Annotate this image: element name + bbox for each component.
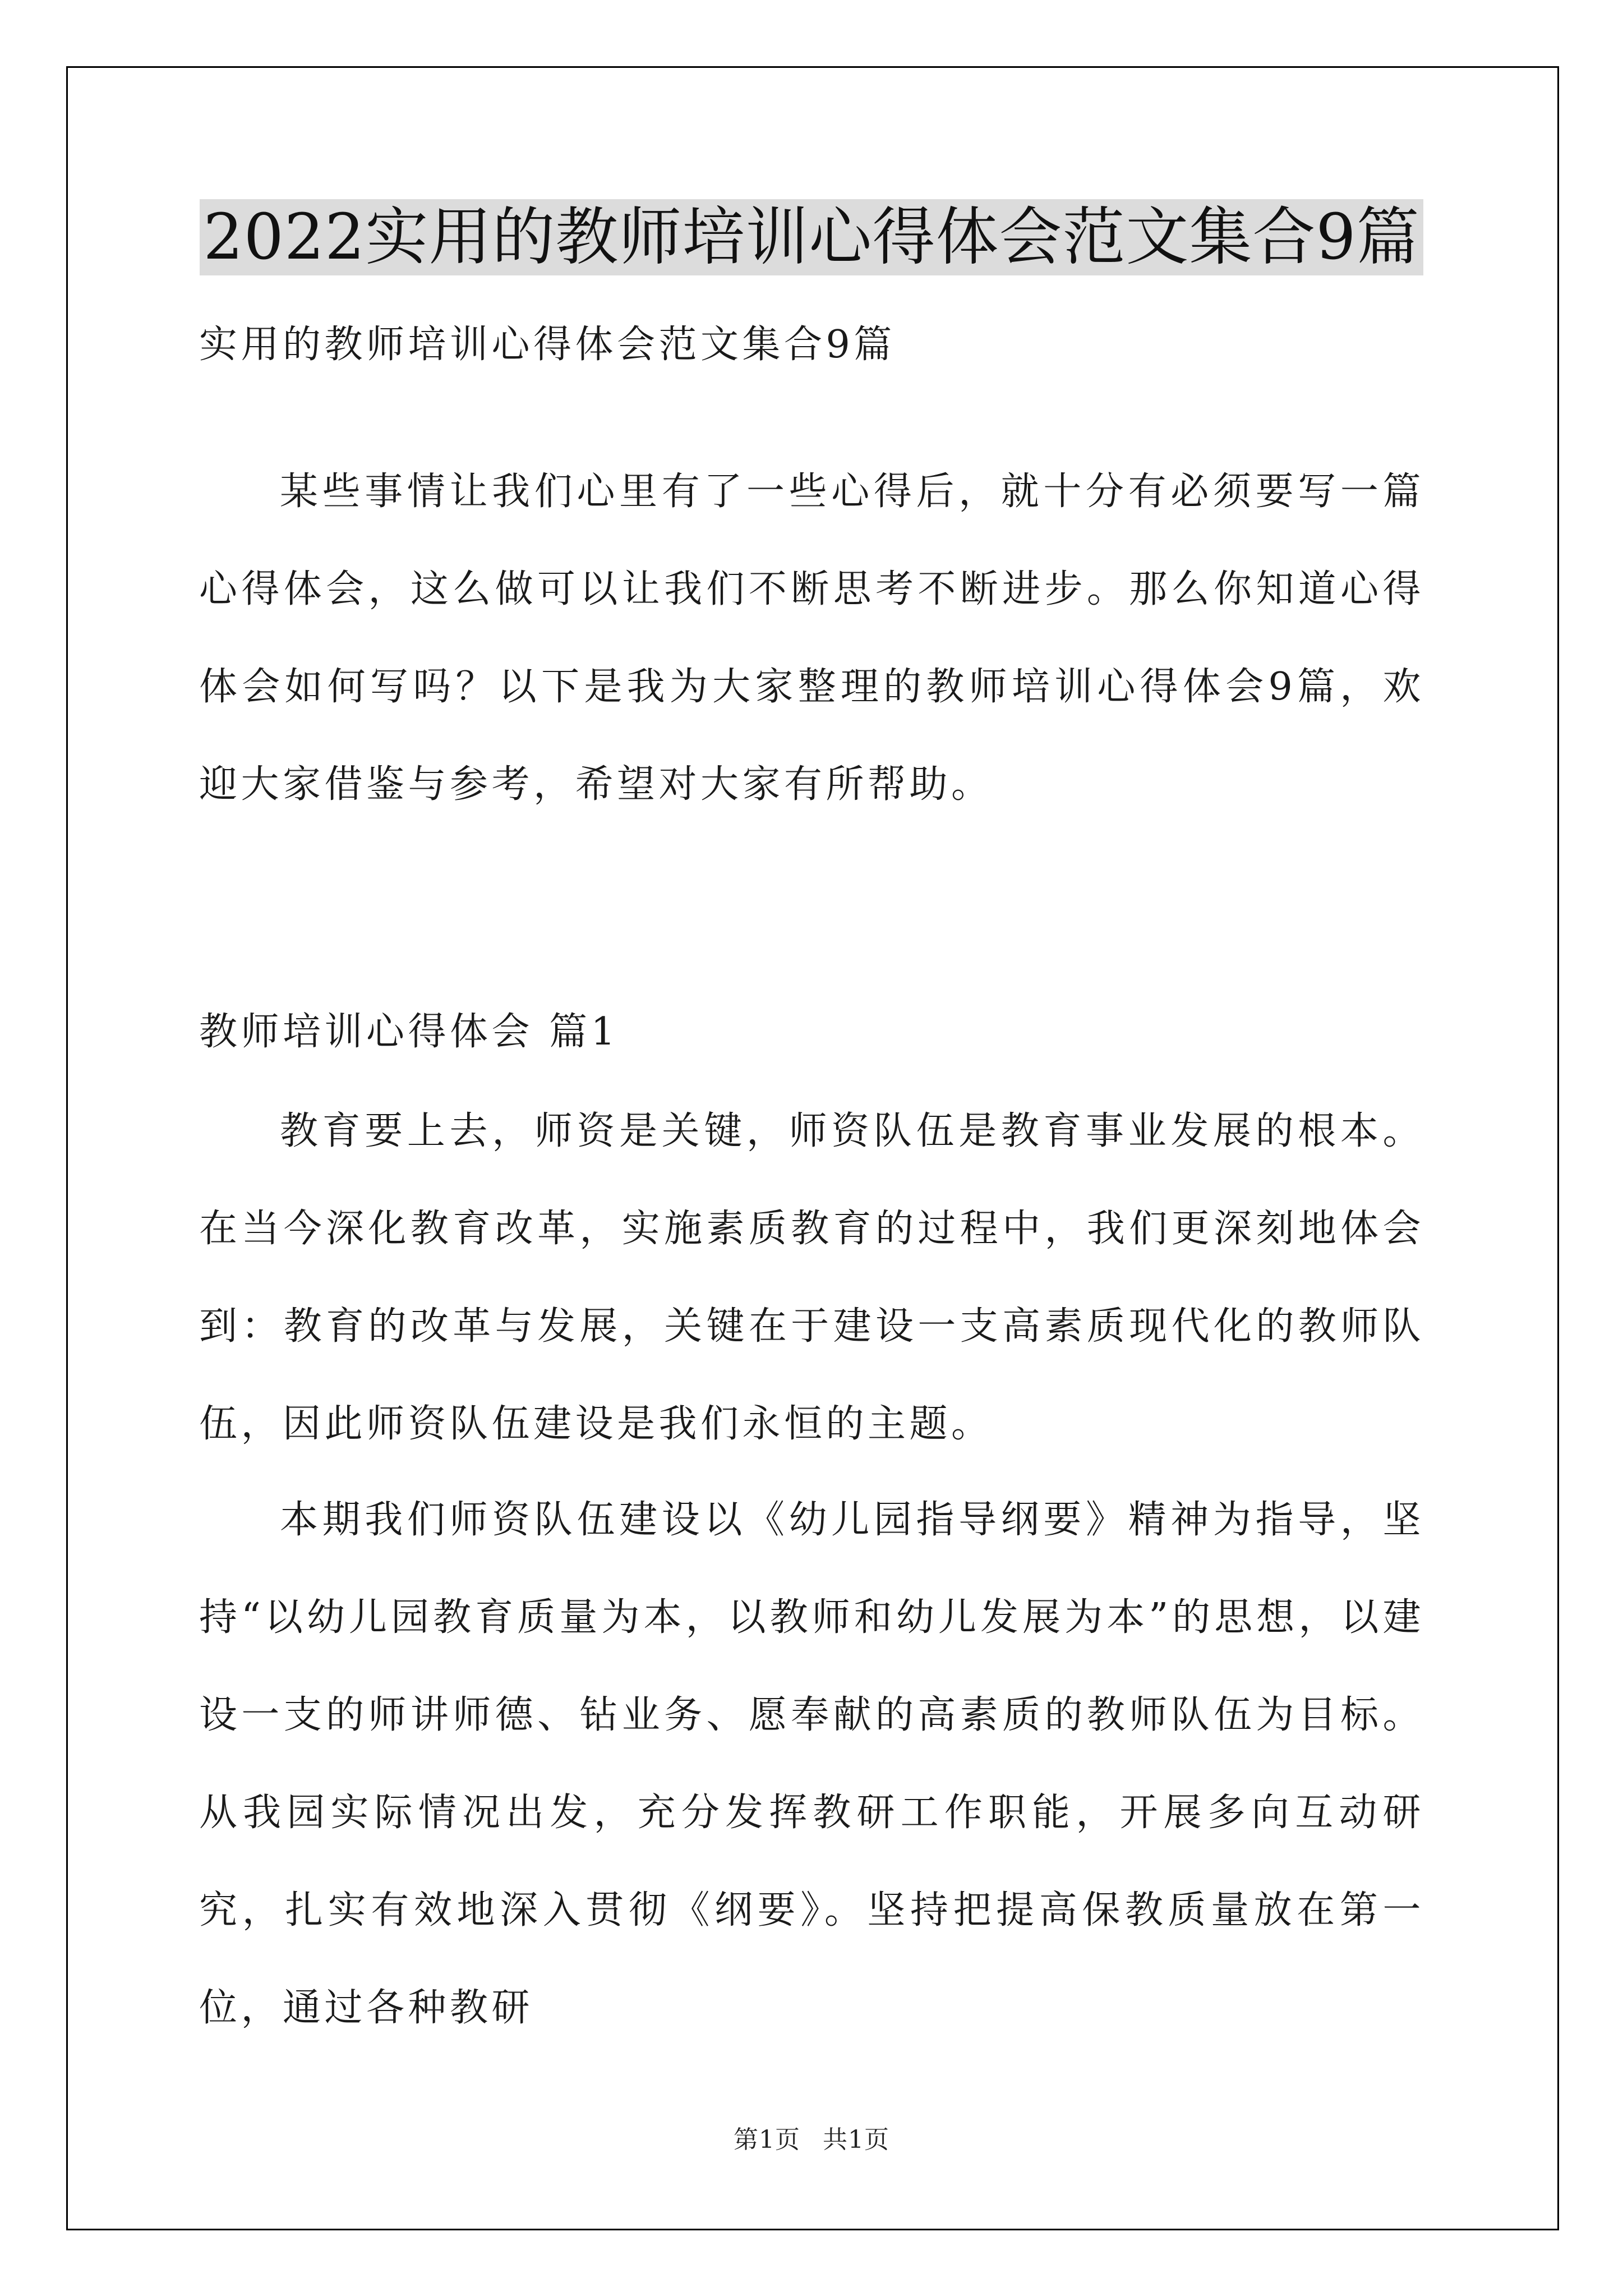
intro-paragraph: 某些事情让我们心里有了一些心得后，就十分有必须要写一篇心得体会，这么做可以让我们不断思考不断进步。那么你知道心得体会如何写吗？以下是我为大家整理的教师培训心得体会9篇，欢迎大家借鉴与参考，希望对大家有所帮助。 bbox=[199, 470, 1424, 807]
page-footer bbox=[0, 2119, 1623, 2155]
title-container bbox=[0, 199, 1623, 275]
document-title: 2022实用的教师培训心得体会范文集合9篇 bbox=[200, 199, 1423, 275]
section-heading: 教师培训心得体会 篇1 bbox=[199, 1010, 619, 1054]
body-paragraph-1: 教育要上去，师资是关键，师资队伍是教育事业发展的根本。在当今深化教育改革，实施素质教育的过程中，我们更深刻地体会到：教育的改革与发展，关键在于建设一支高素质现代化的教师队伍，因此师资队伍建设是我们永恒的主题。 bbox=[199, 1109, 1424, 1446]
page-total: 共1页 bbox=[823, 2125, 889, 2154]
page-number: 第1页 bbox=[734, 2125, 800, 2154]
body-paragraph-2: 本期我们师资队伍建设以《幼儿园指导纲要》精神为指导，坚持“以幼儿园教育质量为本，以教师和幼儿发展为本”的思想，以建设一支的师讲师德、钻业务、愿奉献的高素质的教师队伍为目标。从我园实际情况出发，充分发挥教研工作职能，开展多向互动研究，扎实有效地深入贯彻《纲要》。坚持把提高保教质量放在第一位，通过各种教研 bbox=[199, 1498, 1424, 2030]
document-subtitle: 实用的教师培训心得体会范文集合9篇 bbox=[199, 323, 896, 367]
